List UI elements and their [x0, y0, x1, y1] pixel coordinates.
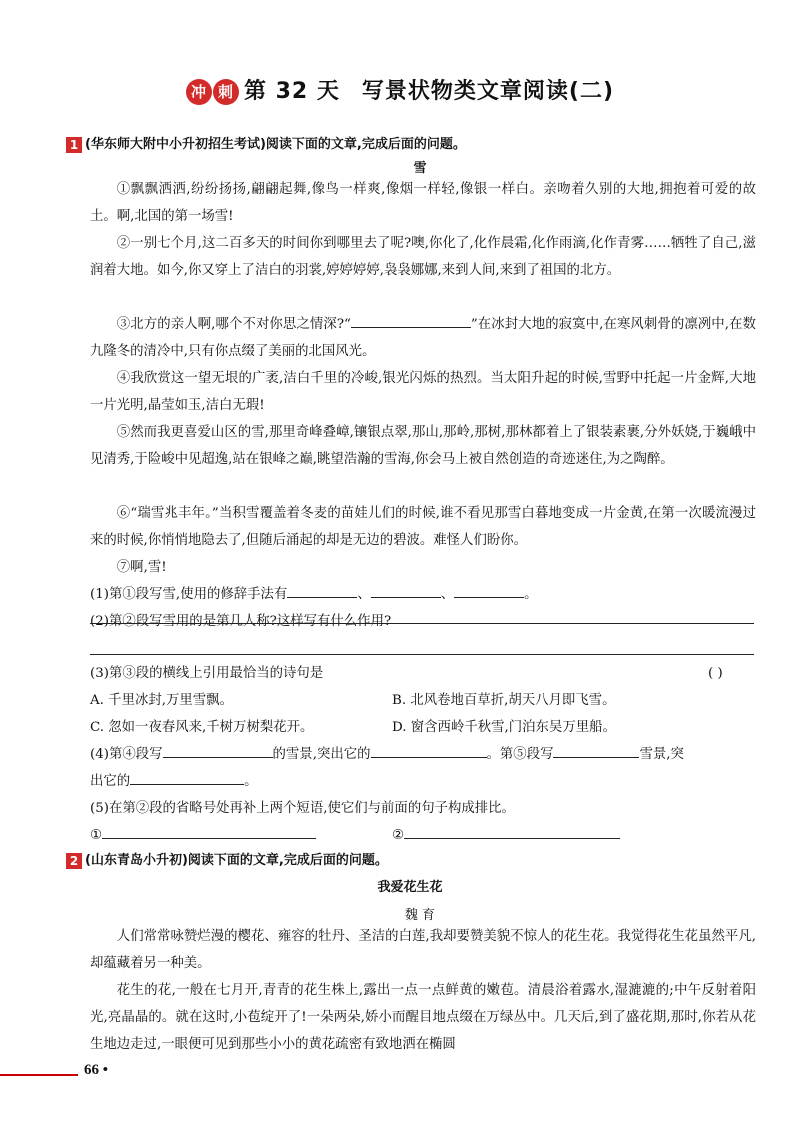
sub-question-1-text: (1)第①段写雪,使用的修辞手法有	[90, 587, 288, 602]
answer-parentheses[interactable]: ( )	[708, 666, 723, 681]
sub-question-4-text: 的雪景,突出它的	[272, 747, 371, 762]
option-b: B. 北风卷地百草折,胡天八月即飞雪。	[392, 693, 616, 708]
answer-blank[interactable]	[130, 770, 244, 785]
day-label: 第 32 天	[243, 79, 340, 104]
page-title	[0, 74, 800, 105]
sub-question-3: (3)第③段的横线上引用最恰当的诗句是	[90, 666, 324, 681]
q2-paragraph-1: 人们常常咏赞烂漫的樱花、雍容的牡丹、圣洁的白莲,我却要赞美貌不惊人的花生花。我觉得花生花虽然平凡,却蕴藏着另一种美。	[90, 929, 756, 971]
paragraph-3	[90, 311, 756, 365]
badge-ci: 刺	[213, 79, 239, 105]
sub-question-4-text: 。第⑤段写	[486, 747, 554, 762]
answer-line[interactable]	[90, 623, 754, 624]
sub-question-5: (5)在第②段的省略号处再补上两个短语,使它们与前面的句子构成排比。	[90, 801, 515, 816]
page-number: 66 •	[84, 1062, 109, 1078]
question-number-2: 2	[66, 853, 82, 869]
period: 。	[524, 587, 538, 602]
question-1-heading	[66, 133, 466, 153]
option-a: A. 千里冰封,万里雪飘。	[90, 693, 233, 708]
paragraph-1: ①飘飘洒洒,纷纷扬扬,翩翩起舞,像鸟一样爽,像烟一样轻,像银一样白。亲吻着久别的大地,拥抱着可爱的故土。啊,北国的第一场雪!	[90, 182, 756, 224]
answer-2	[392, 822, 620, 849]
paragraph-3-start: ③北方的亲人啊,哪个不对你思之情深?“	[116, 317, 351, 332]
answer-blank[interactable]	[102, 824, 316, 839]
quote-blank[interactable]	[351, 313, 471, 328]
footer-rule	[0, 1074, 78, 1076]
sub-question-4-text: 雪景,突	[639, 747, 684, 762]
question-2-instruction: (山东青岛小升初)阅读下面的文章,完成后面的问题。	[85, 853, 388, 868]
answer-blank[interactable]	[454, 583, 524, 598]
question-number-1: 1	[66, 137, 82, 153]
paragraph-2: ②一别七个月,这二百多天的时间你到哪里去了呢?噢,你化了,化作晨霜,化作雨滴,化作青雾……牺牲了自己,滋润着大地。如今,你又穿上了洁白的羽裳,婷婷婷婷,袅袅娜娜,来到人间,来到了祖国的北方。	[90, 236, 756, 278]
answer-blank[interactable]	[287, 583, 357, 598]
q2-paragraph-2: 花生的花,一般在七月开,青青的花生株上,露出一点一点鲜黄的嫩苞。清晨浴着露水,湿漉漉的;中午反射着阳光,亮晶晶的。就在这时,小苞绽开了!一朵两朵,娇小而醒目地点缀在万绿丛中。几天后,到了盛花期,那时,你若从花生地边走过,一眼便可见到那些小小的黄花疏密有致地洒在椭圆	[90, 983, 756, 1052]
paragraph-3-end: ”在冰封大地的寂寞中,在寒风刺骨的凛冽中,在数九隆冬的清冷中,只有你点缀了美丽的北国风光。	[90, 317, 757, 359]
question-1-instruction: (华东师大附中小升初招生考试)阅读下面的文章,完成后面的问题。	[85, 137, 466, 152]
question-2-heading	[66, 849, 388, 869]
paragraph-5: ⑤然而我更喜爱山区的雪,那里奇峰叠嶂,镶银点翠,那山,那岭,那树,那林都着上了银装素裹,分外妖娆,于巍峨中见清秀,于险峻中见超逸,站在银峰之巅,眺望浩瀚的雪海,你会马上被自然创造的奇迹迷住,为之陶醉。	[90, 425, 756, 467]
sub-question-4-text: (4)第④段写	[90, 747, 163, 762]
article-title-peanut-flower: 我爱花生花	[377, 880, 443, 895]
sub-question-4-text: 出它的	[90, 774, 131, 789]
answer-line[interactable]	[90, 654, 754, 655]
chapter-subtitle: 写景状物类文章阅读(二)	[361, 79, 615, 104]
separator: 、	[440, 587, 455, 602]
period: 。	[244, 774, 258, 789]
sub-question-4-cont	[90, 768, 258, 795]
answer-blank[interactable]	[371, 583, 441, 598]
sub-question-1	[90, 581, 537, 608]
paragraph-6: ⑥“瑞雪兆丰年。”当积雪覆盖着冬麦的苗娃儿们的时候,谁不看见那雪白暮地变成一片金黄,在第一次暖流漫过来的时候,你悄悄地隐去了,但随后涌起的却是无边的碧波。难怪人们盼你。	[90, 506, 756, 548]
paragraph-7: ⑦啊,雪!	[116, 560, 167, 575]
article-author: 魏 育	[404, 908, 436, 923]
answer-blank[interactable]	[163, 743, 273, 758]
option-d: D. 窗含西岭千秋雪,门泊东吴万里船。	[392, 720, 616, 735]
answer-1	[90, 822, 316, 849]
separator: 、	[357, 587, 371, 602]
answer-blank[interactable]	[371, 743, 487, 758]
answer-blank[interactable]	[553, 743, 639, 758]
sub-question-2: (2)第②段写雪用的是第几人称?这样写有什么作用?	[90, 614, 392, 629]
option-c: C. 忽如一夜春风来,千树万树梨花开。	[90, 720, 314, 735]
answer-1-marker: ①	[90, 828, 103, 843]
answer-2-marker: ②	[392, 828, 405, 843]
paragraph-4: ④我欣赏这一望无垠的广袤,洁白千里的冷峻,银光闪烁的热烈。当太阳升起的时候,雪野中托起一片金辉,大地一片光明,晶莹如玉,洁白无瑕!	[90, 371, 756, 413]
sub-question-4	[90, 741, 684, 768]
answer-blank[interactable]	[404, 824, 620, 839]
badge-chong: 冲	[186, 79, 212, 105]
article-title-snow: 雪	[413, 161, 427, 176]
